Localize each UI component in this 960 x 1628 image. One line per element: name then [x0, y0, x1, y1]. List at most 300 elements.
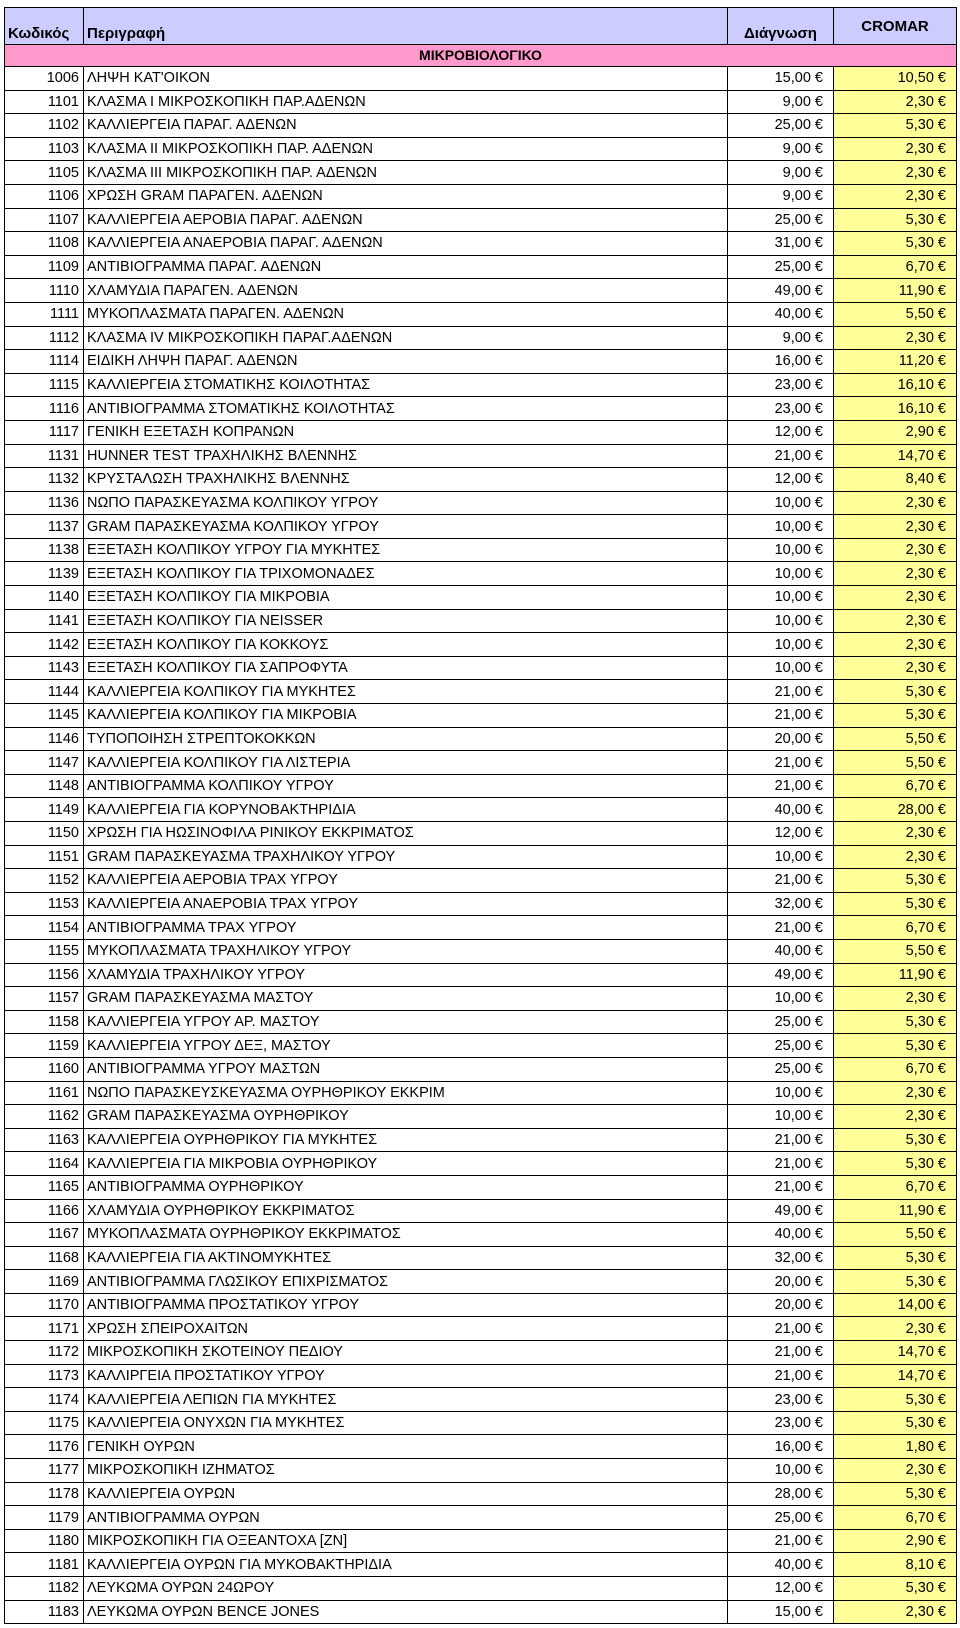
diagnosis-price-cell: 15,00 € — [728, 67, 834, 91]
table-row — [5, 137, 957, 161]
code-cell: 1166 — [5, 1199, 84, 1223]
cromar-price-cell: 11,90 € — [834, 279, 957, 303]
code-cell: 1146 — [5, 727, 84, 751]
table-row — [5, 373, 957, 397]
code-cell: 1145 — [5, 704, 84, 728]
cromar-price-cell: 6,70 € — [834, 255, 957, 279]
description-cell: GRAM ΠΑΡΑΣΚΕΥΑΣΜΑ ΚΟΛΠΙΚΟΥ ΥΓΡΟΥ — [84, 515, 728, 539]
description-cell: ΕΞΕΤΑΣΗ ΚΟΛΠΙΚΟΥ ΥΓΡΟΥ ΓΙΑ ΜΥΚΗΤΕΣ — [84, 538, 728, 562]
code-cell: 1162 — [5, 1105, 84, 1129]
description-cell: ΚΑΛΛΙΕΡΓΕΙΑ ΓΙΑ ΑΚΤΙΝΟΜΥΚΗΤΕΣ — [84, 1246, 728, 1270]
price-list-sheet — [4, 7, 956, 1624]
code-cell: 1167 — [5, 1223, 84, 1247]
cromar-price-cell: 5,50 € — [834, 727, 957, 751]
cromar-price-cell: 14,70 € — [834, 444, 957, 468]
description-cell: ΚΑΛΛΙΕΡΓΕΙΑ ΑΕΡΟΒΙΑ ΠΑΡΑΓ. ΑΔΕΝΩΝ — [84, 208, 728, 232]
diagnosis-price-cell: 10,00 € — [728, 586, 834, 610]
diagnosis-price-cell: 25,00 € — [728, 255, 834, 279]
description-cell: ΕΙΔΙΚΗ ΛΗΨΗ ΠΑΡΑΓ. ΑΔΕΝΩΝ — [84, 350, 728, 374]
code-cell: 1149 — [5, 798, 84, 822]
code-cell: 1139 — [5, 562, 84, 586]
code-cell: 1165 — [5, 1175, 84, 1199]
table-row — [5, 279, 957, 303]
code-cell: 1181 — [5, 1553, 84, 1577]
cromar-price-cell: 10,50 € — [834, 67, 957, 91]
cromar-price-cell: 5,30 € — [834, 1034, 957, 1058]
code-cell: 1182 — [5, 1577, 84, 1601]
diagnosis-price-cell: 10,00 € — [728, 491, 834, 515]
table-row — [5, 1435, 957, 1459]
cromar-price-cell: 8,40 € — [834, 468, 957, 492]
code-cell: 1111 — [5, 302, 84, 326]
code-cell: 1101 — [5, 90, 84, 114]
code-cell: 1153 — [5, 892, 84, 916]
code-cell: 1183 — [5, 1600, 84, 1624]
diagnosis-price-cell: 12,00 € — [728, 822, 834, 846]
table-row — [5, 161, 957, 185]
cromar-price-cell: 2,30 € — [834, 1317, 957, 1341]
diagnosis-price-cell: 10,00 € — [728, 1459, 834, 1483]
table-row — [5, 1199, 957, 1223]
description-cell: ΑΝΤΙΒΙΟΓΡΑΜΜΑ ΟΥΡΩΝ — [84, 1506, 728, 1530]
table-row — [5, 1010, 957, 1034]
description-cell: ΚΑΛΛΙΕΡΓΕΙΑ ΥΓΡΟΥ ΔΕΞ, ΜΑΣΤΟΥ — [84, 1034, 728, 1058]
section-row — [5, 45, 957, 67]
diagnosis-price-cell: 21,00 € — [728, 1152, 834, 1176]
description-cell: ΜΙΚΡΟΣΚΟΠΙΚΗ ΓΙΑ ΟΞΕΑΝΤΟΧΑ [ΖΝ] — [84, 1529, 728, 1553]
cromar-price-cell: 11,20 € — [834, 350, 957, 374]
cromar-price-cell: 2,30 € — [834, 987, 957, 1011]
cromar-price-cell: 5,30 € — [834, 1577, 957, 1601]
table-row — [5, 916, 957, 940]
cromar-price-cell: 11,90 € — [834, 1199, 957, 1223]
diagnosis-price-cell: 21,00 € — [728, 1317, 834, 1341]
table-row — [5, 255, 957, 279]
description-cell: ΤΥΠΟΠΟΙΗΣΗ ΣΤΡΕΠΤΟΚΟΚΚΩΝ — [84, 727, 728, 751]
description-cell: ΚΑΛΛΙΕΡΓΕΙΑ ΑΝΑΕΡΟΒΙΑ ΠΑΡΑΓ. ΑΔΕΝΩΝ — [84, 232, 728, 256]
diagnosis-price-cell: 40,00 € — [728, 1223, 834, 1247]
cromar-price-cell: 5,50 € — [834, 939, 957, 963]
description-cell: ΑΝΤΙΒΙΟΓΡΑΜΜΑ ΠΡΟΣΤΑΤΙΚΟΥ ΥΓΡΟΥ — [84, 1293, 728, 1317]
table-row — [5, 869, 957, 893]
diagnosis-price-cell: 21,00 € — [728, 680, 834, 704]
description-cell: ΑΝΤΙΒΙΟΓΡΑΜΜΑ ΓΛΩΣΙΚΟΥ ΕΠΙΧΡΙΣΜΑΤΟΣ — [84, 1270, 728, 1294]
diagnosis-price-cell: 20,00 € — [728, 1293, 834, 1317]
cromar-price-cell: 2,30 € — [834, 1459, 957, 1483]
cromar-price-cell: 16,10 € — [834, 373, 957, 397]
code-cell: 1172 — [5, 1341, 84, 1365]
code-cell: 1114 — [5, 350, 84, 374]
description-cell: ΑΝΤΙΒΙΟΓΡΑΜΜΑ ΚΟΛΠΙΚΟΥ ΥΓΡΟΥ — [84, 774, 728, 798]
header-cromar: CROMAR — [834, 8, 957, 45]
description-cell: ΧΡΩΣΗ ΓΙΑ ΗΩΣΙΝΟΦΙΛΑ ΡΙΝΙΚΟΥ ΕΚΚΡΙΜΑΤΟΣ — [84, 822, 728, 846]
code-cell: 1142 — [5, 633, 84, 657]
code-cell: 1102 — [5, 114, 84, 138]
cromar-price-cell: 2,30 € — [834, 845, 957, 869]
code-cell: 1180 — [5, 1529, 84, 1553]
table-row — [5, 1034, 957, 1058]
cromar-price-cell: 5,50 € — [834, 1223, 957, 1247]
table-row — [5, 114, 957, 138]
description-cell: ΚΑΛΛΙΕΡΓΕΙΑ ΚΟΛΠΙΚΟΥ ΓΙΑ ΛΙΣΤΕΡΙΑ — [84, 751, 728, 775]
table-row — [5, 633, 957, 657]
table-row — [5, 1529, 957, 1553]
diagnosis-price-cell: 15,00 € — [728, 1600, 834, 1624]
code-cell: 1156 — [5, 963, 84, 987]
description-cell: ΓΕΝΙΚΗ ΕΞΕΤΑΣΗ ΚΟΠΡΑΝΩΝ — [84, 420, 728, 444]
diagnosis-price-cell: 25,00 € — [728, 1034, 834, 1058]
description-cell: ΜΥΚΟΠΛΑΣΜΑΤΑ ΟΥΡΗΘΡΙΚΟΥ ΕΚΚΡΙΜΑΤΟΣ — [84, 1223, 728, 1247]
table-row — [5, 491, 957, 515]
cromar-price-cell: 5,30 € — [834, 1388, 957, 1412]
diagnosis-price-cell: 10,00 € — [728, 656, 834, 680]
description-cell: ΜΙΚΡΟΣΚΟΠΙΚΗ ΣΚΟΤΕΙΝΟΥ ΠΕΔΙΟΥ — [84, 1341, 728, 1365]
cromar-price-cell: 28,00 € — [834, 798, 957, 822]
diagnosis-price-cell: 10,00 € — [728, 609, 834, 633]
table-row — [5, 515, 957, 539]
code-cell: 1141 — [5, 609, 84, 633]
code-cell: 1164 — [5, 1152, 84, 1176]
diagnosis-price-cell: 16,00 € — [728, 350, 834, 374]
description-cell: ΜΥΚΟΠΛΑΣΜΑΤΑ ΠΑΡΑΓΕΝ. ΑΔΕΝΩΝ — [84, 302, 728, 326]
diagnosis-price-cell: 25,00 € — [728, 208, 834, 232]
table-row — [5, 1459, 957, 1483]
code-cell: 1140 — [5, 586, 84, 610]
description-cell: ΑΝΤΙΒΙΟΓΡΑΜΜΑ ΟΥΡΗΘΡΙΚΟΥ — [84, 1175, 728, 1199]
description-cell: ΧΛΑΜΥΔΙΑ ΤΡΑΧΗΛΙΚΟΥ ΥΓΡΟΥ — [84, 963, 728, 987]
description-cell: ΜΥΚΟΠΛΑΣΜΑΤΑ ΤΡΑΧΗΛΙΚΟΥ ΥΓΡΟΥ — [84, 939, 728, 963]
diagnosis-price-cell: 12,00 € — [728, 1577, 834, 1601]
cromar-price-cell: 2,30 € — [834, 491, 957, 515]
description-cell: ΑΝΤΙΒΙΟΓΡΑΜΜΑ ΠΑΡΑΓ. ΑΔΕΝΩΝ — [84, 255, 728, 279]
diagnosis-price-cell: 40,00 € — [728, 1553, 834, 1577]
diagnosis-price-cell: 10,00 € — [728, 633, 834, 657]
diagnosis-price-cell: 12,00 € — [728, 420, 834, 444]
code-cell: 1152 — [5, 869, 84, 893]
cromar-price-cell: 6,70 € — [834, 1057, 957, 1081]
diagnosis-price-cell: 10,00 € — [728, 1081, 834, 1105]
description-cell: ΑΝΤΙΒΙΟΓΡΑΜΜΑ ΥΓΡΟΥ ΜΑΣΤΩΝ — [84, 1057, 728, 1081]
diagnosis-price-cell: 49,00 € — [728, 279, 834, 303]
code-cell: 1175 — [5, 1411, 84, 1435]
cromar-price-cell: 5,30 € — [834, 1270, 957, 1294]
cromar-price-cell: 5,30 € — [834, 208, 957, 232]
cromar-price-cell: 2,30 € — [834, 90, 957, 114]
diagnosis-price-cell: 25,00 € — [728, 1057, 834, 1081]
cromar-price-cell: 2,30 € — [834, 137, 957, 161]
diagnosis-price-cell: 9,00 € — [728, 184, 834, 208]
diagnosis-price-cell: 21,00 € — [728, 1128, 834, 1152]
table-row — [5, 1577, 957, 1601]
description-cell: ΜΙΚΡΟΣΚΟΠΙΚΗ ΙΖΗΜΑΤΟΣ — [84, 1459, 728, 1483]
cromar-price-cell: 6,70 € — [834, 916, 957, 940]
code-cell: 1160 — [5, 1057, 84, 1081]
cromar-price-cell: 5,30 € — [834, 1482, 957, 1506]
code-cell: 1171 — [5, 1317, 84, 1341]
description-cell: ΕΞΕΤΑΣΗ ΚΟΛΠΙΚΟΥ ΓΙΑ NEISSER — [84, 609, 728, 633]
table-row — [5, 1364, 957, 1388]
table-row — [5, 1105, 957, 1129]
code-cell: 1161 — [5, 1081, 84, 1105]
diagnosis-price-cell: 9,00 € — [728, 161, 834, 185]
description-cell: ΝΩΠΟ ΠΑΡΑΣΚΕΥΑΣΜΑ ΚΟΛΠΙΚΟΥ ΥΓΡΟΥ — [84, 491, 728, 515]
description-cell: ΚΑΛΛΙΕΡΓΕΙΑ ΓΙΑ ΜΙΚΡΟΒΙΑ ΟΥΡΗΘΡΙΚΟΥ — [84, 1152, 728, 1176]
description-cell: ΚΛΑΣΜΑ ΙΙ ΜΙΚΡΟΣΚΟΠΙΚΗ ΠΑΡ. ΑΔΕΝΩΝ — [84, 137, 728, 161]
cromar-price-cell: 2,30 € — [834, 586, 957, 610]
description-cell: ΕΞΕΤΑΣΗ ΚΟΛΠΙΚΟΥ ΓΙΑ ΣΑΠΡΟΦΥΤΑ — [84, 656, 728, 680]
table-row — [5, 1270, 957, 1294]
table-row — [5, 987, 957, 1011]
cromar-price-cell: 2,30 € — [834, 326, 957, 350]
description-cell: ΕΞΕΤΑΣΗ ΚΟΛΠΙΚΟΥ ΓΙΑ ΤΡΙΧΟΜΟΝΑΔΕΣ — [84, 562, 728, 586]
table-row — [5, 397, 957, 421]
description-cell: ΚΑΛΛΙΕΡΓΕΙΑ ΠΑΡΑΓ. ΑΔΕΝΩΝ — [84, 114, 728, 138]
cromar-price-cell: 5,30 € — [834, 1411, 957, 1435]
table-row — [5, 90, 957, 114]
description-cell: ΚΑΛΛΙΕΡΓΕΙΑ ΓΙΑ ΚΟΡΥΝΟΒΑΚΤΗΡΙΔΙΑ — [84, 798, 728, 822]
description-cell: GRAM ΠΑΡΑΣΚΕΥΑΣΜΑ ΤΡΑΧΗΛΙΚΟΥ ΥΓΡΟΥ — [84, 845, 728, 869]
code-cell: 1006 — [5, 67, 84, 91]
table-row — [5, 1506, 957, 1530]
diagnosis-price-cell: 21,00 € — [728, 704, 834, 728]
diagnosis-price-cell: 9,00 € — [728, 90, 834, 114]
diagnosis-price-cell: 40,00 € — [728, 939, 834, 963]
cromar-price-cell: 8,10 € — [834, 1553, 957, 1577]
code-cell: 1112 — [5, 326, 84, 350]
table-row — [5, 751, 957, 775]
cromar-price-cell: 5,30 € — [834, 1152, 957, 1176]
table-row — [5, 302, 957, 326]
diagnosis-price-cell: 21,00 € — [728, 444, 834, 468]
table-row — [5, 1317, 957, 1341]
diagnosis-price-cell: 25,00 € — [728, 1010, 834, 1034]
code-cell: 1158 — [5, 1010, 84, 1034]
table-row — [5, 1175, 957, 1199]
description-cell: ΚΑΛΛΙΕΡΓΕΙΑ ΑΕΡΟΒΙΑ ΤΡΑΧ ΥΓΡΟΥ — [84, 869, 728, 893]
table-row — [5, 822, 957, 846]
cromar-price-cell: 5,30 € — [834, 114, 957, 138]
table-row — [5, 892, 957, 916]
diagnosis-price-cell: 32,00 € — [728, 892, 834, 916]
code-cell: 1108 — [5, 232, 84, 256]
cromar-price-cell: 2,90 € — [834, 1529, 957, 1553]
cromar-price-cell: 14,70 € — [834, 1341, 957, 1365]
code-cell: 1157 — [5, 987, 84, 1011]
cromar-price-cell: 5,30 € — [834, 892, 957, 916]
code-cell: 1163 — [5, 1128, 84, 1152]
code-cell: 1107 — [5, 208, 84, 232]
code-cell: 1143 — [5, 656, 84, 680]
code-cell: 1103 — [5, 137, 84, 161]
code-cell: 1136 — [5, 491, 84, 515]
code-cell: 1131 — [5, 444, 84, 468]
diagnosis-price-cell: 21,00 € — [728, 916, 834, 940]
header-description: Περιγραφή — [84, 8, 728, 45]
diagnosis-price-cell: 21,00 € — [728, 1175, 834, 1199]
description-cell: ΓΕΝΙΚΗ ΟΥΡΩΝ — [84, 1435, 728, 1459]
description-cell: ΚΑΛΛΙΕΡΓΕΙΑ ΟΝΥΧΩΝ ΓΙΑ ΜΥΚΗΤΕΣ — [84, 1411, 728, 1435]
table-row — [5, 232, 957, 256]
table-row — [5, 326, 957, 350]
table-row — [5, 1223, 957, 1247]
table-row — [5, 538, 957, 562]
description-cell: ΧΡΩΣΗ ΣΠΕΙΡΟΧΑΙΤΩΝ — [84, 1317, 728, 1341]
description-cell: ΛΕΥΚΩΜΑ ΟΥΡΩΝ 24ΩΡΟΥ — [84, 1577, 728, 1601]
table-row — [5, 1600, 957, 1624]
diagnosis-price-cell: 40,00 € — [728, 302, 834, 326]
cromar-price-cell: 1,80 € — [834, 1435, 957, 1459]
table-row — [5, 208, 957, 232]
code-cell: 1176 — [5, 1435, 84, 1459]
cromar-price-cell: 14,00 € — [834, 1293, 957, 1317]
description-cell: ΚΑΛΛΙΕΡΓΕΙΑ ΛΕΠΙΩΝ ΓΙΑ ΜΥΚΗΤΕΣ — [84, 1388, 728, 1412]
table-row — [5, 350, 957, 374]
description-cell: ΝΩΠΟ ΠΑΡΑΣΚΕΥΣΚΕΥΑΣΜΑ ΟΥΡΗΘΡΙΚΟΥ ΕΚΚΡΙΜ — [84, 1081, 728, 1105]
cromar-price-cell: 11,90 € — [834, 963, 957, 987]
diagnosis-price-cell: 23,00 € — [728, 1388, 834, 1412]
cromar-price-cell: 5,30 € — [834, 1010, 957, 1034]
table-row — [5, 67, 957, 91]
description-cell: ΚΡΥΣΤΑΛΩΣΗ ΤΡΑΧΗΛΙΚΗΣ ΒΛΕΝΝΗΣ — [84, 468, 728, 492]
diagnosis-price-cell: 10,00 € — [728, 562, 834, 586]
cromar-price-cell: 5,30 € — [834, 1246, 957, 1270]
diagnosis-price-cell: 20,00 € — [728, 727, 834, 751]
table-row — [5, 939, 957, 963]
cromar-price-cell: 2,30 € — [834, 538, 957, 562]
table-row — [5, 1388, 957, 1412]
table-row — [5, 656, 957, 680]
diagnosis-price-cell: 16,00 € — [728, 1435, 834, 1459]
code-cell: 1169 — [5, 1270, 84, 1294]
cromar-price-cell: 2,30 € — [834, 609, 957, 633]
code-cell: 1109 — [5, 255, 84, 279]
table-row — [5, 704, 957, 728]
code-cell: 1173 — [5, 1364, 84, 1388]
table-row — [5, 727, 957, 751]
cromar-price-cell: 6,70 € — [834, 1506, 957, 1530]
table-row — [5, 444, 957, 468]
table-row — [5, 963, 957, 987]
code-cell: 1150 — [5, 822, 84, 846]
description-cell: ΚΑΛΛΙΕΡΓΕΙΑ ΣΤΟΜΑΤΙΚΗΣ ΚΟΙΛΟΤΗΤΑΣ — [84, 373, 728, 397]
table-row — [5, 586, 957, 610]
code-cell: 1137 — [5, 515, 84, 539]
cromar-price-cell: 16,10 € — [834, 397, 957, 421]
code-cell: 1155 — [5, 939, 84, 963]
cromar-price-cell: 6,70 € — [834, 1175, 957, 1199]
diagnosis-price-cell: 9,00 € — [728, 326, 834, 350]
table-row — [5, 562, 957, 586]
cromar-price-cell: 5,30 € — [834, 704, 957, 728]
code-cell: 1151 — [5, 845, 84, 869]
table-row — [5, 1152, 957, 1176]
diagnosis-price-cell: 10,00 € — [728, 538, 834, 562]
table-row — [5, 798, 957, 822]
table-row — [5, 1246, 957, 1270]
cromar-price-cell: 2,30 € — [834, 184, 957, 208]
cromar-price-cell: 6,70 € — [834, 774, 957, 798]
description-cell: HUNNER TEST ΤΡΑΧΗΛΙΚΗΣ ΒΛΕΝΝΗΣ — [84, 444, 728, 468]
description-cell: ΛΗΨΗ ΚΑΤ'ΟΙΚΟΝ — [84, 67, 728, 91]
header-diagnosis: Διάγνωση — [728, 8, 834, 45]
code-cell: 1105 — [5, 161, 84, 185]
table-row — [5, 468, 957, 492]
table-row — [5, 1081, 957, 1105]
description-cell: ΛΕΥΚΩΜΑ ΟΥΡΩΝ BENCE JONES — [84, 1600, 728, 1624]
description-cell: ΚΑΛΛΙΕΡΓΕΙΑ ΚΟΛΠΙΚΟΥ ΓΙΑ ΜΙΚΡΟΒΙΑ — [84, 704, 728, 728]
code-cell: 1170 — [5, 1293, 84, 1317]
diagnosis-price-cell: 9,00 € — [728, 137, 834, 161]
code-cell: 1132 — [5, 468, 84, 492]
table-row — [5, 420, 957, 444]
header-code: Κωδικός — [5, 8, 84, 45]
diagnosis-price-cell: 23,00 € — [728, 373, 834, 397]
description-cell: ΚΛΑΣΜΑ Ι ΜΙΚΡΟΣΚΟΠΙΚΗ ΠΑΡ.ΑΔΕΝΩΝ — [84, 90, 728, 114]
description-cell: ΑΝΤΙΒΙΟΓΡΑΜΜΑ ΣΤΟΜΑΤΙΚΗΣ ΚΟΙΛΟΤΗΤΑΣ — [84, 397, 728, 421]
cromar-price-cell: 2,30 € — [834, 161, 957, 185]
price-table — [4, 7, 957, 1624]
section-title: ΜΙΚΡΟΒΙΟΛΟΓΙΚΟ — [5, 45, 957, 67]
description-cell: ΧΛΑΜΥΔΙΑ ΟΥΡΗΘΡΙΚΟΥ ΕΚΚΡΙΜΑΤΟΣ — [84, 1199, 728, 1223]
diagnosis-price-cell: 32,00 € — [728, 1246, 834, 1270]
table-header — [5, 8, 957, 45]
cromar-price-cell: 5,30 € — [834, 869, 957, 893]
cromar-price-cell: 2,30 € — [834, 1105, 957, 1129]
diagnosis-price-cell: 25,00 € — [728, 1506, 834, 1530]
diagnosis-price-cell: 31,00 € — [728, 232, 834, 256]
cromar-price-cell: 2,30 € — [834, 633, 957, 657]
diagnosis-price-cell: 10,00 € — [728, 987, 834, 1011]
description-cell: ΚΛΑΣΜΑ ΙΙΙ ΜΙΚΡΟΣΚΟΠΙΚΗ ΠΑΡ. ΑΔΕΝΩΝ — [84, 161, 728, 185]
cromar-price-cell: 2,30 € — [834, 822, 957, 846]
code-cell: 1159 — [5, 1034, 84, 1058]
cromar-price-cell: 2,30 € — [834, 1600, 957, 1624]
description-cell: GRAM ΠΑΡΑΣΚΕΥΑΣΜΑ ΜΑΣΤΟΥ — [84, 987, 728, 1011]
diagnosis-price-cell: 25,00 € — [728, 114, 834, 138]
cromar-price-cell: 2,90 € — [834, 420, 957, 444]
diagnosis-price-cell: 20,00 € — [728, 1270, 834, 1294]
description-cell: ΑΝΤΙΒΙΟΓΡΑΜΜΑ ΤΡΑΧ ΥΓΡΟΥ — [84, 916, 728, 940]
description-cell: ΧΛΑΜΥΔΙΑ ΠΑΡΑΓΕΝ. ΑΔΕΝΩΝ — [84, 279, 728, 303]
table-row — [5, 845, 957, 869]
code-cell: 1177 — [5, 1459, 84, 1483]
diagnosis-price-cell: 21,00 € — [728, 1364, 834, 1388]
description-cell: ΚΑΛΛΙΕΡΓΕΙΑ ΥΓΡΟΥ ΑΡ. ΜΑΣΤΟΥ — [84, 1010, 728, 1034]
diagnosis-price-cell: 21,00 € — [728, 1341, 834, 1365]
table-row — [5, 1553, 957, 1577]
description-cell: GRAM ΠΑΡΑΣΚΕΥΑΣΜΑ ΟΥΡΗΘΡΙΚΟΥ — [84, 1105, 728, 1129]
cromar-price-cell: 14,70 € — [834, 1364, 957, 1388]
cromar-price-cell: 5,30 € — [834, 680, 957, 704]
table-row — [5, 184, 957, 208]
table-row — [5, 1293, 957, 1317]
diagnosis-price-cell: 21,00 € — [728, 1529, 834, 1553]
code-cell: 1147 — [5, 751, 84, 775]
description-cell: ΚΑΛΛΙΕΡΓΕΙΑ ΟΥΡΗΘΡΙΚΟΥ ΓΙΑ ΜΥΚΗΤΕΣ — [84, 1128, 728, 1152]
description-cell: ΚΑΛΛΙΕΡΓΕΙΑ ΑΝΑΕΡΟΒΙΑ ΤΡΑΧ ΥΓΡΟΥ — [84, 892, 728, 916]
diagnosis-price-cell: 21,00 € — [728, 869, 834, 893]
diagnosis-price-cell: 23,00 € — [728, 1411, 834, 1435]
cromar-price-cell: 5,50 € — [834, 751, 957, 775]
cromar-price-cell: 2,30 € — [834, 656, 957, 680]
table-body — [5, 45, 957, 1624]
description-cell: ΕΞΕΤΑΣΗ ΚΟΛΠΙΚΟΥ ΓΙΑ ΚΟΚΚΟΥΣ — [84, 633, 728, 657]
code-cell: 1168 — [5, 1246, 84, 1270]
table-row — [5, 1482, 957, 1506]
code-cell: 1116 — [5, 397, 84, 421]
cromar-price-cell: 2,30 € — [834, 1081, 957, 1105]
description-cell: ΚΑΛΛΙΕΡΓΕΙΑ ΚΟΛΠΙΚΟΥ ΓΙΑ ΜΥΚΗΤΕΣ — [84, 680, 728, 704]
